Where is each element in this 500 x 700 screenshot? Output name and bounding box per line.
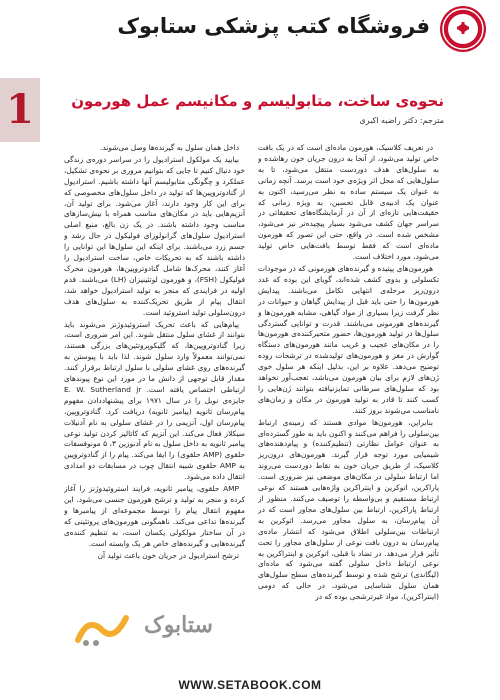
text-column-right <box>258 143 439 658</box>
paragraph: داخل همان سلول به گیرنده‌ها وصل می‌شوند. <box>100 143 239 152</box>
watermark-logo-icon <box>74 610 130 650</box>
footer-url: WWW.SETABOOK.COM <box>178 678 322 692</box>
article-title: نحوه‌ی ساخت، متابولیسم و مکانیسم عمل هورمون <box>71 92 444 110</box>
chapter-number: 1 <box>6 86 34 133</box>
paragraph: بیایید یک مولکول استرادیول را در سراسر دوره‌ی زندگی خود دنبال کنیم تا جایی که بتوانیم مروری بر نحوه‌ی تشکیل، عملکرد و چگونگی متابولیسم آنها داشته باشیم. استرادیول از گنادوتروپین‌ها که تولید در داخل سلول‌های مخصوصی که برای این کار وجود دارند، آغاز می‌شود. برای تولید آن، آنزیم‌هایی باید در مکان‌های مناسب همراه با بیش‌سازهای مناسب وجود داشته باشند. در یک زن بالغ، منبع اصلی استرادیول سلول‌های گرانولوزای فولیکول در حال رشد و جسم زرد می‌باشند. برای اینکه این سلول‌ها این توانایی را داشته باشند که به تحریکات خاص، ساخت استرادیول را آغاز کنند، محرک‌ها شامل گنادوتروپین‌ها، هورمون محرک فولیکول (FSH)، و هورمون لوتئینیزان (LH) می‌باشند. قدم اولیه در فرایندی که منجر به تولید استرادیول خواهد شد، انتقال پیام از طریق تحریک‌کننده به سلول‌های هدف درون‌سلولی تولید استروئید است. <box>64 154 245 317</box>
paragraph: ترشح استرادیول در جریان خون باعث تولید آن <box>97 550 239 560</box>
paragraph: پیام‌هایی که باعث تحریک استروئیدوژنز می‌شوند باید بتوانند از غشای سلول منتقل شوند. این امر ضروری است، زیرا گنادوتروپین‌ها، که گلیکوپروتئین‌های بزرگی هستند، نمی‌توانند معمولاً وارد سلول شوند. لذا باید با پیوستن به گیرنده‌های روی غشای سلولی با سلول ارتباط برقرار کنند. مقدار قابل توجهی از دانش ما در مورد این نوع پیوندهای ارتباطی اختصاص یافته است. E. W. Sutherland jr جایزه‌ی نوبل را در سال ۱۹۷۱ برای پیشنهاد‌دادن مفهوم پیام‌رسان ثانویه (پیامبر ثانویه) دریافت کرد. گنادوتروپین، پیام‌رسان اول، آنزیمی را در غشای سلولی به نام آدنیلات سیکلاز فعال می‌کند. این آنزیم که کاتالیز کردن تولید نوعی پیامبر ثانویه به داخل سلول به نام آدنوزین ۳، ۵ مونوفسفات حلقوی (AMP حلقوی) را ایفا می‌کند. پیام را از گنادوتروپین به AMP حلقوی شبیه انتقال چوب در مسابقات دو امدادی انتقال داده می‌شود. <box>64 319 245 482</box>
paragraph: AMP حلقوی، پیامبر ثانویه، فرایند استروئیدوژنز را آغاز کرده و منجر به تولید و ترشح هورمون جنسی می‌شود. این مفهوم انتقال پیام را توسط مجموعه‌ای از پیامبرها و گیرنده‌ها تداعی می‌کند. ناهمگونی هورمون‌های پروتئینی که در آن ساختار مولکولی یکسان است، به تنظیم کننده‌ی گیرنده‌هایی و گیرنده‌های خاص هر یک وابسته است. <box>64 484 245 548</box>
paragraph: در تعریف کلاسیک، هورمون ماده‌ای است که در یک بافت خاص تولید می‌شود، از آنجا به درون جریان خون رهاشده و به سلول‌های هدف دوردست منتقل می‌شود، تا به سلول‌هایی که محل اثر ویژه‌ی خود است برسد. آنچه زمانی به عنوان یک سیستم ساده به نظر می‌رسید، اکنون به عنوان یک ادبیه‌ی قابل تحسین، به ویژه زمانی که حقیقت‌هایی تازه‌ای از آن در آزمایشگاه‌های تحقیقاتی در سراسر جهان کشف می‌شود بسیار پیچیده‌تر نیز می‌شود، مشخص شده است. در واقع، حتی این تصور که هورمون ماده‌ای است که فقط توسط بافت‌هایی خاص تولید می‌شود، مورد اختلاف است. <box>258 143 439 262</box>
watermark <box>58 604 238 664</box>
store-title: فروشگاه کتب پزشکی ستابوک <box>117 14 430 38</box>
text-column-left <box>64 143 245 658</box>
paragraph: بنابراین، هورمون‌ها موادی هستند که زمینه‌ی ارتباط بین‌سلولی را فراهم می‌کنند و اکنون باید به طور گسترده‌ای به عنوان عوامل نظارتی (تنظیم‌کننده) و پیام‌دهنده‌های شیمیایی مورد توجه قرار گیرند. هورمون‌های درون‌ریز کلاسیک، از طریق جریان خون به نقاط دوردست می‌روند اما ارتباط سلولی در مکان‌های موضعی نیز ضروری است. پاراکرین، اتوکرین و اینتراکرین واژه‌هایی هستند که نوعی ارتباط مستقیم و بی‌واسطه را توصیف می‌کنند. منظور از ارتباط پاراکرین، ارتباط بین سلول‌های مجاور است که در آن پیام‌رسان، به سلول مجاور می‌رسد. اتوکرین به ارتباطات بین‌سلولی اطلاق می‌شود که انتشار ماده‌ی پیام‌رسان به درون بافت نوعی از سلول‌های مجاور را تحت تأثیر قرار می‌دهد. در تضاد با قبلی، اتوکرین و اینتراکرین به نوعی ارتباط داخل سلولی گفته می‌شود که ماده‌ای (لیگاندی) ترشح شده و توسط گیرنده‌های سطح سلول‌های همان سلول شناسایی می‌شود، در حالی که دومی (اینتراکرین)، مواد غیرترشحی بوده که در <box>258 417 439 602</box>
chapter-marker <box>0 78 40 142</box>
watermark-text: ستابوک <box>144 612 213 637</box>
store-logo-icon <box>440 6 486 52</box>
paragraph: هورمون‌های پپتیده و گیرنده‌های هورمونی که در موجودات تکسلولی و بدوی کشف شده‌اند، گویای این بوده که غدد درون‌ریز مرحله‌ی انتهایی تکامل می‌باشند. پیدایش هورمون‌ها را حتی باید قبل از پیدایش گیاهان و حیوانات در نظر گرفت زیرا بسیاری از مواد گیاهی، مشابه هورمون‌ها و گیرنده‌های هورمونی می‌باشند. قدرت و توانایی گستردگی سلول‌ها در تولید هورمون‌ها، حضور متحیرکننده‌ی هورمون‌ها را در مکان‌های عجیب و غریب مانند هورمون‌های دستگاه گوارش در مغز و هورمون‌های تولیدشده در ترشحات روده توضیح می‌دهد. علاوه بر این، بدلیل اینکه هر سلول خوی ژن‌های لازم برای بیان هورمون می‌باشد، تعجب‌آور نخواهد بود که سلول‌های سرطانی تمایزنیافته بتوانند ژن‌هایی را کسب کنند تا قادر به تولید هورمون در مکان و زمان‌های نامناسب می‌شوند بروز کنند. <box>258 263 439 415</box>
page-header <box>0 0 500 68</box>
translator-credit: مترجم: دکتر راضیه اکبری <box>359 116 444 125</box>
